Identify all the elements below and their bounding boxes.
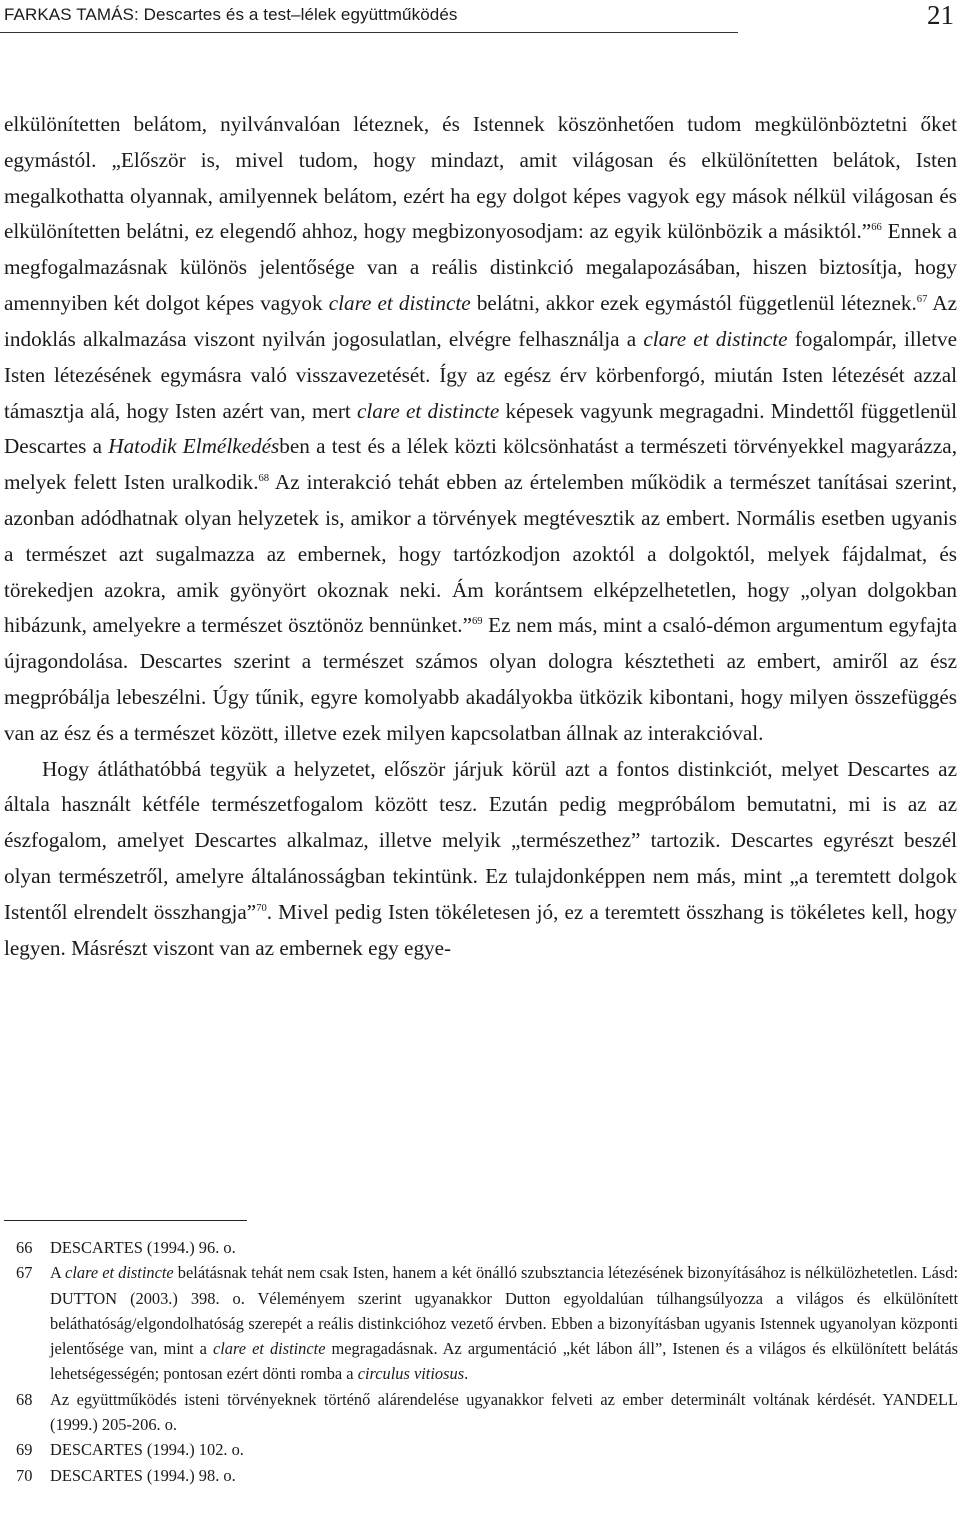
work-title: Hatodik Elmélkedés	[108, 434, 280, 459]
text-run: Ennek a megfogalmazásnak különös jelentősége van a reális distinkció megalapozásában, hiszen biztosítja, hogy amennyiben két dolgot képes vagyok	[4, 219, 957, 316]
footnote-text: megragadásnak. Az argumentáció „két lábon áll”, Istenen és a világos és elkülönített belátás lehetségességén; pontosan ezért dönti romba a	[50, 1339, 958, 1384]
latin-term: clare et distincte	[643, 326, 788, 351]
footnote-rule	[4, 1220, 247, 1221]
footnote-ref-69: 69	[471, 616, 483, 628]
running-title: FARKAS TAMÁS: Descartes és a test–lélek együttműködés	[4, 5, 458, 24]
footnote-70	[16, 1463, 958, 1488]
paragraph-2	[4, 752, 957, 967]
footnote-text: DESCARTES (1994.) 102. o.	[50, 1440, 244, 1460]
footnote-ref-66: 66	[871, 222, 882, 234]
footnotes	[16, 1235, 958, 1488]
footnote-number: 68	[16, 1389, 33, 1409]
latin-term: circulus vitiosus	[357, 1364, 465, 1384]
footnote-ref-70: 70	[256, 902, 267, 914]
footnote-text: DESCARTES (1994.) 96. o.	[50, 1238, 236, 1257]
paragraph-1	[4, 107, 957, 752]
footnote-ref-67: 67	[916, 294, 928, 306]
footnote-number: 67	[16, 1263, 33, 1283]
footnote-68	[16, 1387, 958, 1438]
footnote-text: .	[464, 1364, 469, 1384]
page-number: 21	[927, 0, 954, 30]
latin-term: clare et distincte	[65, 1263, 174, 1283]
text-run: . Mivel pedig Isten tökéletesen jó, ez a teremtett összhang is tökéletes kell, hogy legyen. Másrészt viszont van az embernek egy egye-	[4, 899, 957, 960]
footnote-number: 69	[16, 1440, 33, 1460]
footnote-number: 70	[16, 1465, 33, 1485]
footnote-number: 66	[16, 1238, 33, 1257]
footnote-66	[16, 1235, 958, 1260]
footnote-text: Az együttműködés isteni törvényeknek történő alárendelése ugyanakkor felveti az ember determinált voltának kérdését. YANDELL (1999.) 205-206. o.	[50, 1389, 958, 1435]
latin-term: clare et distincte	[357, 398, 500, 423]
body-text	[4, 107, 957, 967]
text-run: Az interakció tehát ebben az értelemben működik a természet tanításai szerint, azonban adódhatnak olyan helyzetek is, amikor a törvények megtévesztik az embert. Normális esetben ugyanis a természet azt sugalmazza az embernek, hogy tartózkodjon azoktól a dolgoktól, melyek fájdalmat, és törekedjen azokra, amik gyönyört okoznak neki. Ám korántsem elképzelhetetlen, hogy „olyan dolgokban hibázunk, amelyekre a természet ösztönöz bennünket.”	[4, 470, 957, 638]
text-run: Ez nem más, mint a csaló-démon argumentum egyfajta újragondolása. Descartes szerint a természet számos olyan dologra késztetheti az embert, amiről az ész megpróbálja lebeszélni. Úgy tűnik, egyre komolyabb akadályokba ütközik kibontani, hogy milyen összefüggés van az ész és a természet között, illetve ezek milyen kapcsolatban állnak az interakcióval.	[4, 613, 957, 745]
footnote-text: A	[50, 1263, 66, 1283]
text-run: fogalompár, illetve Isten létezésének egymásra való visszavezetését. Így az egész érv körbenforgó, miután Isten létezését azzal támasztja alá, hogy Isten azért van, mert	[4, 326, 957, 423]
footnote-ref-68: 68	[258, 473, 270, 485]
text-run: Hogy átláthatóbbá tegyük a helyzetet, először járjuk körül azt a fontos distinkciót, melyet Descartes az általa használt kétféle természetfogalom között tesz. Ezután pedig megpróbálom bemutatni, mi is az az észfogalom, amelyet Descartes alkalmaz, illetve melyik „természethez” tartozik. Descartes egyrészt beszél olyan természetről, amelyre általánosságban tekintünk. Ez tulajdonképpen nem más, mint „a teremtett dolgok Istentől elrendelt összhangja”	[4, 756, 957, 924]
latin-term: clare et distincte	[328, 291, 471, 316]
running-header	[0, 0, 960, 40]
header-rule	[0, 32, 738, 33]
text-run: elkülönítetten belátom, nyilvánvalóan léteznek, és Istennek köszönhetően tudom megkülönböztetni őket egymástól. „Először is, mivel tudom, hogy mindazt, amit világosan és elkülönítetten belátok, Isten megalkothatta olyannak, amilyennek belátom, ezért ha egy dolgot képes vagyok egy mások nélkül világosan és elkülönítetten belátni, ez elegendő ahhoz, hogy megbizonyosodjam: az egyik különbözik a másiktól.”	[4, 112, 957, 244]
latin-term: clare et distincte	[212, 1339, 326, 1359]
footnote-69	[16, 1437, 958, 1462]
text-run: Az indoklás alkalmazása viszont nyilván jogosulatlan, elvégre felhasználja a	[4, 291, 957, 351]
footnote-text: DESCARTES (1994.) 98. o.	[50, 1465, 236, 1485]
text-run: képesek vagyunk megragadni. Mindettől függetlenül Descartes a	[4, 398, 957, 459]
text-run: ben a test és a lélek közti kölcsönhatást a természeti törvényekkel magyarázza, melyek felett Isten uralkodik.	[4, 434, 957, 495]
footnote-text: belátásnak tehát nem csak Isten, hanem a két önálló szubsztancia létezésének bizonyításához is nélkülözhetetlen. Lásd: DUTTON (2003.) 398. o. Véleményem szerint ugyanakkor Dutton egyoldalúan túlhangsúlyozza a világos és elkülönített beláthatóság/elgondolhatóság szerepét a reális distinkcióhoz vezető érvben. Ebben a bizonyításban ugyanis Istennek ugyanolyan központi jelentősége van, mint a	[50, 1263, 958, 1359]
footnote-67	[16, 1260, 958, 1386]
text-run: belátni, akkor ezek egymástól függetlenül léteznek.	[470, 291, 917, 316]
